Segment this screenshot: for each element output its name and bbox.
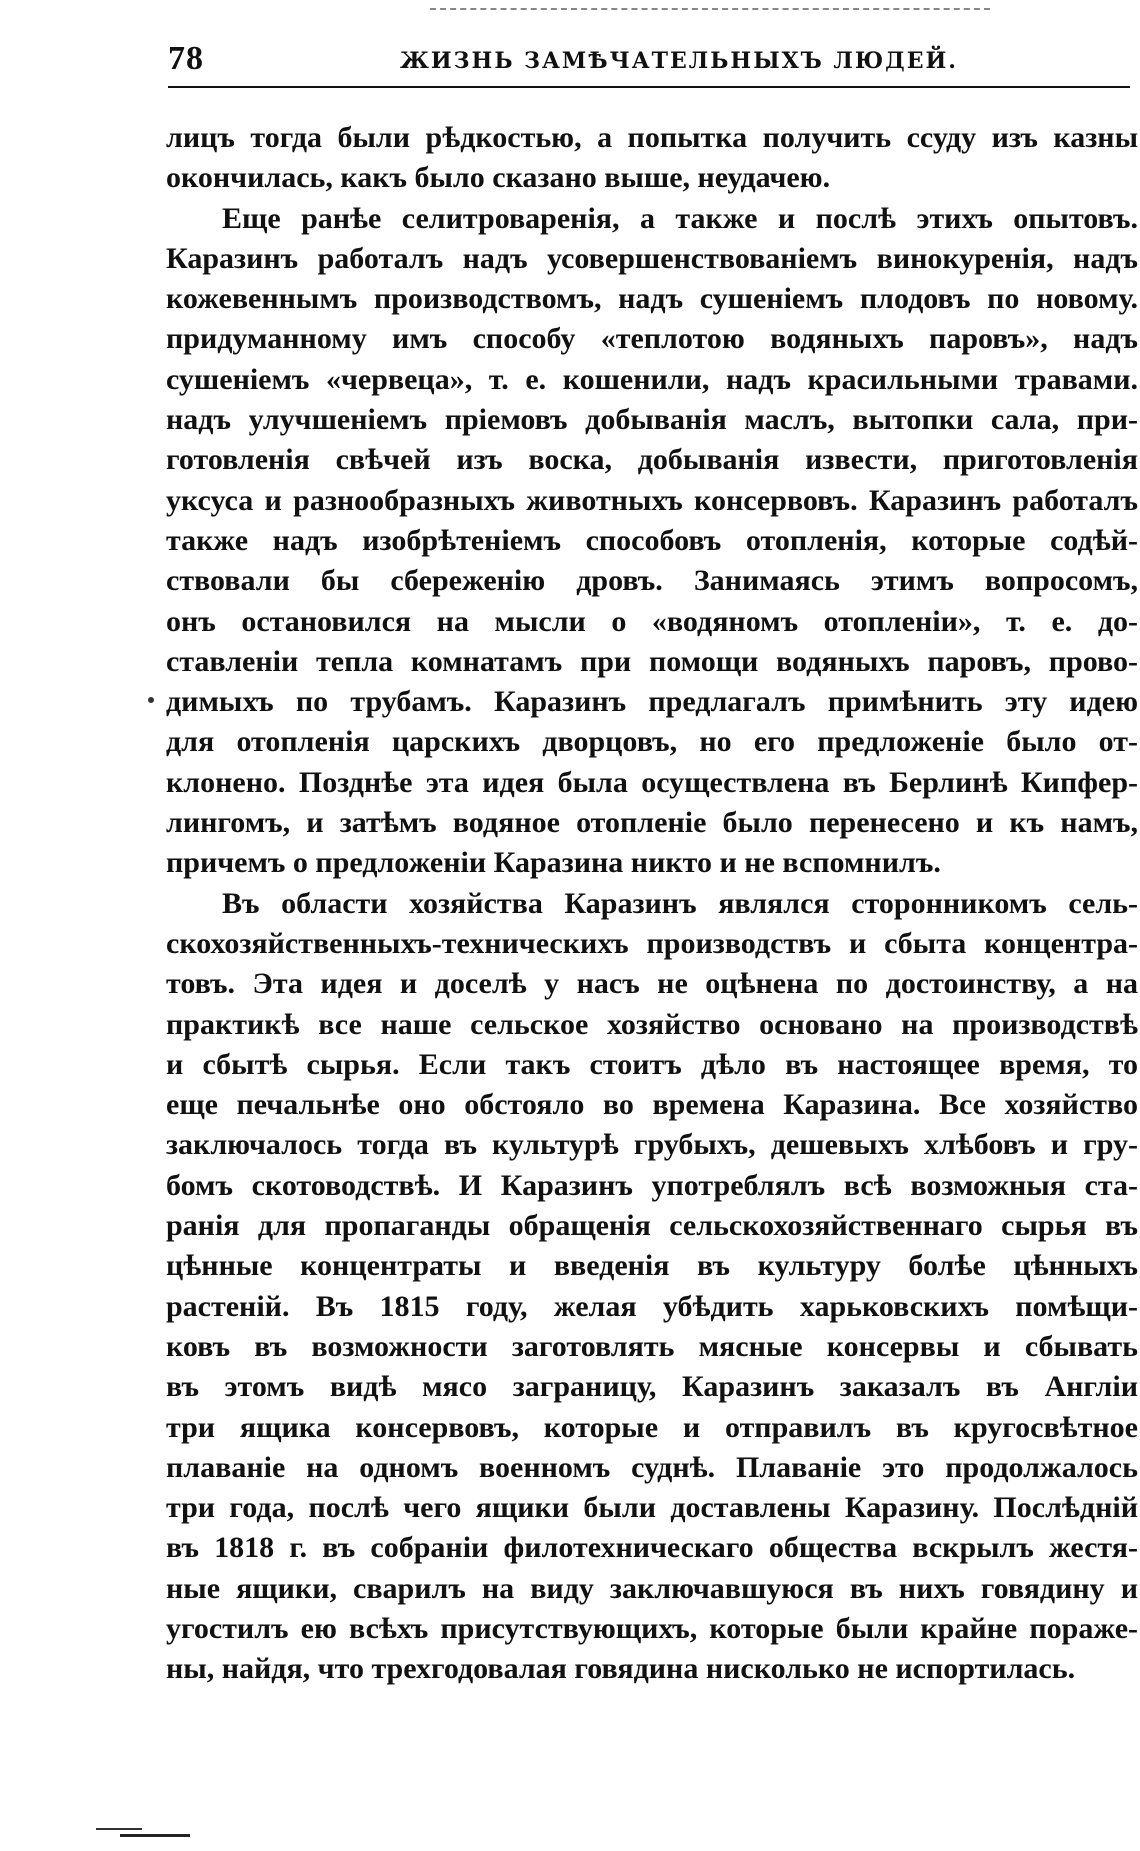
text-line: ставленіи тепла комнатамъ при помощи водяныхъ паровъ, прово- — [166, 644, 1138, 678]
text-line: три года, послѣ чего ящики были доставлены Каразину. Послѣдній — [166, 1491, 1138, 1525]
body-text — [166, 118, 1138, 1690]
text-line: готовленія свѣчей изъ воска, добыванія извести, приготовленія — [166, 443, 1138, 477]
text-line: ные ящики, сварилъ на виду заключавшуюся въ нихъ говядину и — [166, 1571, 1138, 1605]
text-line: товъ. Эта идея и доселѣ у насъ не оцѣнена по достоинству, а на — [166, 967, 1138, 1001]
text-line: въ этомъ видѣ мясо заграницу, Каразинъ заказалъ въ Англіи — [166, 1370, 1138, 1404]
text-line: цѣнные концентраты и введенія въ культуру болѣе цѣнныхъ — [166, 1249, 1138, 1283]
text-line: окончилась, какъ было сказано выше, неудачею. — [166, 161, 831, 195]
text-line: уксуса и разнообразныхъ животныхъ консервовъ. Каразинъ работалъ — [166, 483, 1138, 517]
margin-dot — [148, 697, 154, 703]
text-line: клонено. Позднѣе эта идея была осуществлена въ Берлинѣ Кипфер- — [166, 765, 1138, 799]
text-line: заключалось тогда въ культурѣ грубыхъ, дешевыхъ хлѣбовъ и гру- — [166, 1128, 1138, 1162]
bottom-mark-stroke — [120, 1834, 190, 1837]
bottom-printer-mark — [96, 1828, 196, 1836]
text-line: еще печальнѣе оно обстояло во времена Каразина. Все хозяйство — [166, 1088, 1138, 1122]
text-line: лингомъ, и затѣмъ водяное отопленіе было перенесено и къ намъ, — [166, 806, 1138, 840]
running-title: ЖИЗНЬ ЗАМѢЧАТЕЛЬНЫХЪ ЛЮДЕЙ. — [400, 48, 958, 74]
text-line: Въ области хозяйства Каразинъ являлся сторонникомъ сель- — [222, 886, 1138, 920]
text-line: Еще ранѣе селитроваренія, а также и послѣ этихъ опытовъ. — [222, 201, 1138, 235]
text-line: кожевеннымъ производствомъ, надъ сушеніемъ плодовъ по новому. — [166, 282, 1138, 316]
bottom-mark-stroke — [96, 1828, 142, 1830]
text-line: причемъ о предложеніи Каразина никто и не вспомнилъ. — [166, 846, 941, 880]
text-line: также надъ изобрѣтеніемъ способовъ отопленія, которые содѣй- — [166, 523, 1138, 557]
text-line: бомъ скотоводствѣ. И Каразинъ употреблялъ всѣ возможныя ста- — [166, 1168, 1138, 1202]
text-line: три ящика консервовъ, которые и отправилъ въ кругосвѣтное — [166, 1410, 1138, 1444]
text-line: и сбытѣ сырья. Если такъ стоитъ дѣло въ настоящее время, то — [166, 1047, 1138, 1081]
page-number: 78 — [168, 40, 204, 77]
text-line: плаваніе на одномъ военномъ суднѣ. Плаваніе это продолжалось — [166, 1450, 1138, 1484]
text-line: лицъ тогда были рѣдкостью, а попытка получить ссуду изъ казны — [166, 121, 1138, 154]
text-line: придуманному имъ способу «теплотою водяныхъ паровъ», надъ — [166, 322, 1138, 356]
text-line: растеній. Въ 1815 году, желая убѣдить харьковскихъ помѣщи- — [166, 1289, 1138, 1323]
text-line: надъ улучшеніемъ пріемовъ добыванія маслъ, вытопки сала, при- — [166, 403, 1138, 437]
text-line: въ 1818 г. въ собраніи филотехническаго общества вскрылъ жестя- — [166, 1531, 1138, 1565]
page-header — [168, 38, 1130, 88]
text-line: ствовали бы сбереженію дровъ. Занимаясь этимъ вопросомъ, — [166, 564, 1138, 598]
text-line: скохозяйственныхъ-техническихъ производствъ и сбыта концентра- — [166, 926, 1138, 960]
text-line: для отопленія царскихъ дворцовъ, но его предложеніе было от- — [166, 725, 1138, 759]
text-line: ны, найдя, что трехгодовалая говядина нисколько не испортилась. — [166, 1652, 1076, 1686]
text-line: димыхъ по трубамъ. Каразинъ предлагалъ примѣнить эту идею — [166, 685, 1138, 719]
text-line: практикѣ все наше сельское хозяйство основано на производствѣ — [166, 1007, 1138, 1041]
text-line: онъ остановился на мысли о «водяномъ отопленіи», т. е. до- — [166, 604, 1138, 638]
text-line: ранія для пропаганды обращенія сельскохозяйственнаго сырья въ — [166, 1209, 1138, 1243]
text-line: угостилъ ею всѣхъ присутствующихъ, которые были крайне пораже- — [166, 1611, 1138, 1645]
top-decorative-rule — [430, 8, 990, 12]
text-line: Каразинъ работалъ надъ усовершенствованіемъ винокуренія, надъ — [166, 241, 1138, 275]
text-line: ковъ въ возможности заготовлять мясные консервы и сбывать — [166, 1329, 1138, 1363]
text-line: сушеніемъ «червеца», т. е. кошенили, надъ красильными травами. — [166, 362, 1138, 396]
